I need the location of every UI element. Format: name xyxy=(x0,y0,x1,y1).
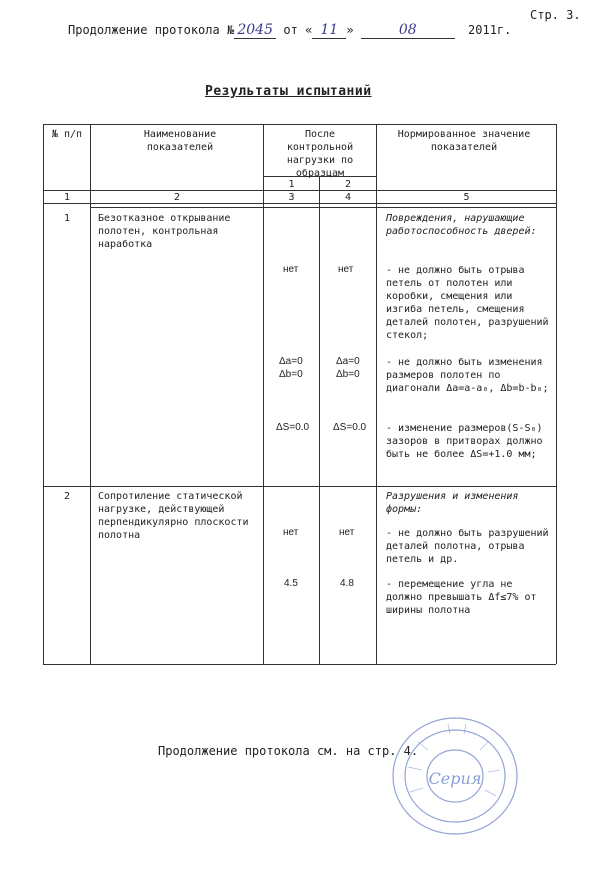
protocol-prefix: Продолжение протокола № xyxy=(68,23,235,37)
row-2-item-2-sample-1: 4.5 xyxy=(284,578,298,589)
row-1-num: 1 xyxy=(63,213,71,224)
row-2-item-1-norm: - не должно быть разрушений деталей полотна, отрыва петель и др. xyxy=(386,528,549,565)
row-1-item-1-sample-2: нет xyxy=(338,264,354,275)
protocol-from: от « xyxy=(283,23,313,37)
col-number-3: 3 xyxy=(288,192,295,203)
protocol-month: 08 xyxy=(361,22,455,39)
stamp-text: Серия xyxy=(428,769,482,788)
row-2-item-2-norm: - перемещение угла не должно превышать Δf≤7% от ширины полотна xyxy=(386,579,537,616)
row-1-item-2-sample-1-b: Δb=0 xyxy=(279,369,303,380)
row-1-norm-heading: Повреждения, нарушающие работоспособность дверей: xyxy=(386,213,537,237)
col-number-5: 5 xyxy=(463,192,470,203)
row-2-norm-heading: Разрушения и изменения формы: xyxy=(386,491,519,515)
row-1-item-3-sample-1: ΔS=0.0 xyxy=(276,422,310,433)
header-sample-2: 2 xyxy=(344,179,352,190)
col-number-1: 1 xyxy=(63,192,71,203)
protocol-header xyxy=(68,22,511,39)
header-num: № п/п xyxy=(51,129,83,140)
row-1-item-1-norm: - не должно быть отрыва петель от полотен или коробки, смещения или изгиба петель, смещения деталей полотен, разрушений стекол; xyxy=(386,265,549,341)
page-title: Результаты испытаний xyxy=(205,84,372,99)
row-2-item-1-sample-2: нет xyxy=(339,527,355,538)
row-1-item-2-norm: - не должно быть изменения размеров полотен по диагонали Δa=a-a₀, Δb=b-b₀; xyxy=(386,357,549,394)
footer-continuation: Продолжение протокола см. на стр. 4. xyxy=(158,744,419,758)
col-number-4: 4 xyxy=(344,192,352,203)
row-1-item-2-sample-2-b: Δb=0 xyxy=(336,369,360,380)
seal-stamp-icon xyxy=(388,712,522,840)
row-2-item-2-sample-2: 4.8 xyxy=(340,578,354,589)
row-1-item-2-sample-2-a: Δa=0 xyxy=(336,356,360,367)
row-1-item-1-sample-1: нет xyxy=(283,264,299,275)
col-number-2: 2 xyxy=(173,192,181,203)
protocol-number: 2045 xyxy=(234,22,276,39)
protocol-day: 11 xyxy=(312,22,346,39)
row-2-name: Сопротиление статической нагрузке, действующей перпендикулярно плоскости полотна xyxy=(98,491,249,541)
header-after-load: После контрольной нагрузки по образцам xyxy=(286,129,354,179)
row-2-num: 2 xyxy=(63,491,71,502)
row-1-item-3-sample-2: ΔS=0.0 xyxy=(333,422,367,433)
header-sample-1: 1 xyxy=(288,179,295,190)
protocol-close-quote: » xyxy=(346,23,354,37)
row-1-name: Безотказное открывание полотен, контрольная наработка xyxy=(98,213,231,250)
header-name: Наименование показателей xyxy=(143,129,217,153)
row-1-item-3-norm: - изменение размеров(S-S₀) зазоров в притворах должно быть не более ΔS=+1.0 мм; xyxy=(386,423,543,460)
header-norm: Нормированное значение показателей xyxy=(397,129,531,153)
protocol-year: 2011г. xyxy=(468,23,512,37)
row-1-item-2-sample-1-a: Δa=0 xyxy=(279,356,303,367)
page-number: Стр. 3. xyxy=(530,8,581,22)
row-2-item-1-sample-1: нет xyxy=(283,527,299,538)
